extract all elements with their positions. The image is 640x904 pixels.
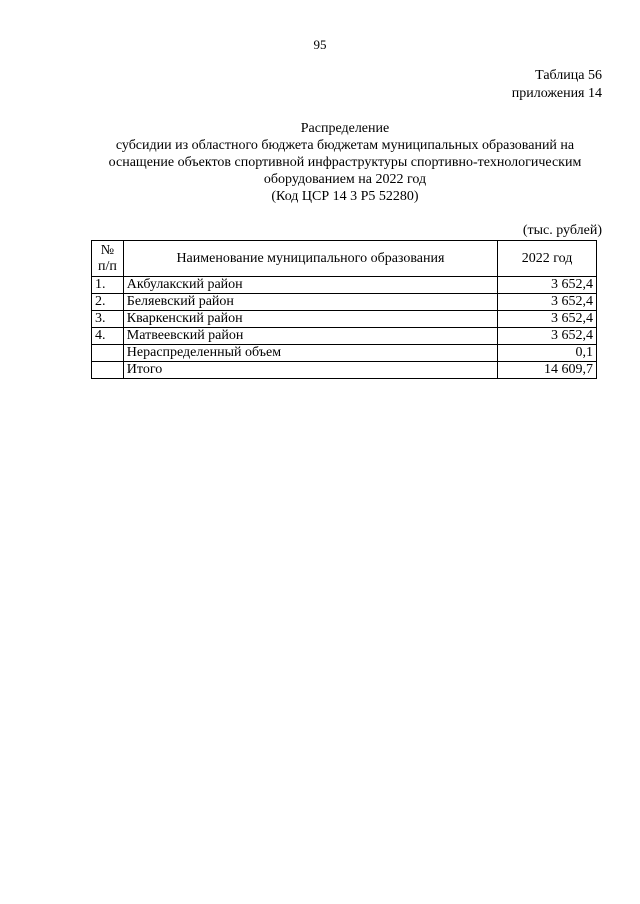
row-name: Итого: [123, 362, 497, 379]
table-row-total: [92, 362, 597, 379]
header-name: Наименование муниципального образования: [123, 241, 497, 277]
row-value: 0,1: [498, 345, 597, 362]
table-reference-line-2: приложения 14: [511, 86, 602, 101]
table-header-row: [92, 241, 597, 277]
title-line-2: субсидии из областного бюджета бюджетам муниципальных образований на: [115, 138, 575, 153]
title-line-3: оснащение объектов спортивной инфраструктуры спортивно-технологическим: [108, 155, 582, 170]
header-number-line-2: п/п: [97, 258, 117, 274]
row-number: [92, 345, 124, 362]
row-number: 4.: [92, 328, 124, 345]
document-title: [80, 120, 610, 205]
row-number: 2.: [92, 294, 124, 311]
row-number: [92, 362, 124, 379]
row-number: 3.: [92, 311, 124, 328]
title-line-5: (Код ЦСР 14 3 P5 52280): [271, 189, 419, 204]
row-value: 3 652,4: [498, 294, 597, 311]
table-row: [92, 311, 597, 328]
title-line-1: Распределение: [300, 121, 390, 136]
row-name: Нераспределенный объем: [123, 345, 497, 362]
row-value: 14 609,7: [498, 362, 597, 379]
page-number: 95: [313, 37, 327, 52]
row-name: Акбулакский район: [123, 277, 497, 294]
title-line-4: оборудованием на 2022 год: [263, 172, 427, 187]
header-number-line-1: №: [100, 242, 115, 258]
units-label: (тыс. рублей): [522, 223, 602, 238]
distribution-table: [91, 240, 597, 379]
row-name: Беляевский район: [123, 294, 497, 311]
table-row: [92, 277, 597, 294]
row-value: 3 652,4: [498, 311, 597, 328]
header-year: 2022 год: [498, 241, 597, 277]
table-reference-line-1: Таблица 56: [535, 68, 602, 83]
table-row: [92, 328, 597, 345]
row-name: Матвеевский район: [123, 328, 497, 345]
table-row: [92, 294, 597, 311]
table-row: [92, 345, 597, 362]
row-name: Кваркенский район: [123, 311, 497, 328]
table-reference: [512, 67, 602, 103]
row-value: 3 652,4: [498, 328, 597, 345]
header-number: [92, 241, 124, 277]
row-number: 1.: [92, 277, 124, 294]
row-value: 3 652,4: [498, 277, 597, 294]
